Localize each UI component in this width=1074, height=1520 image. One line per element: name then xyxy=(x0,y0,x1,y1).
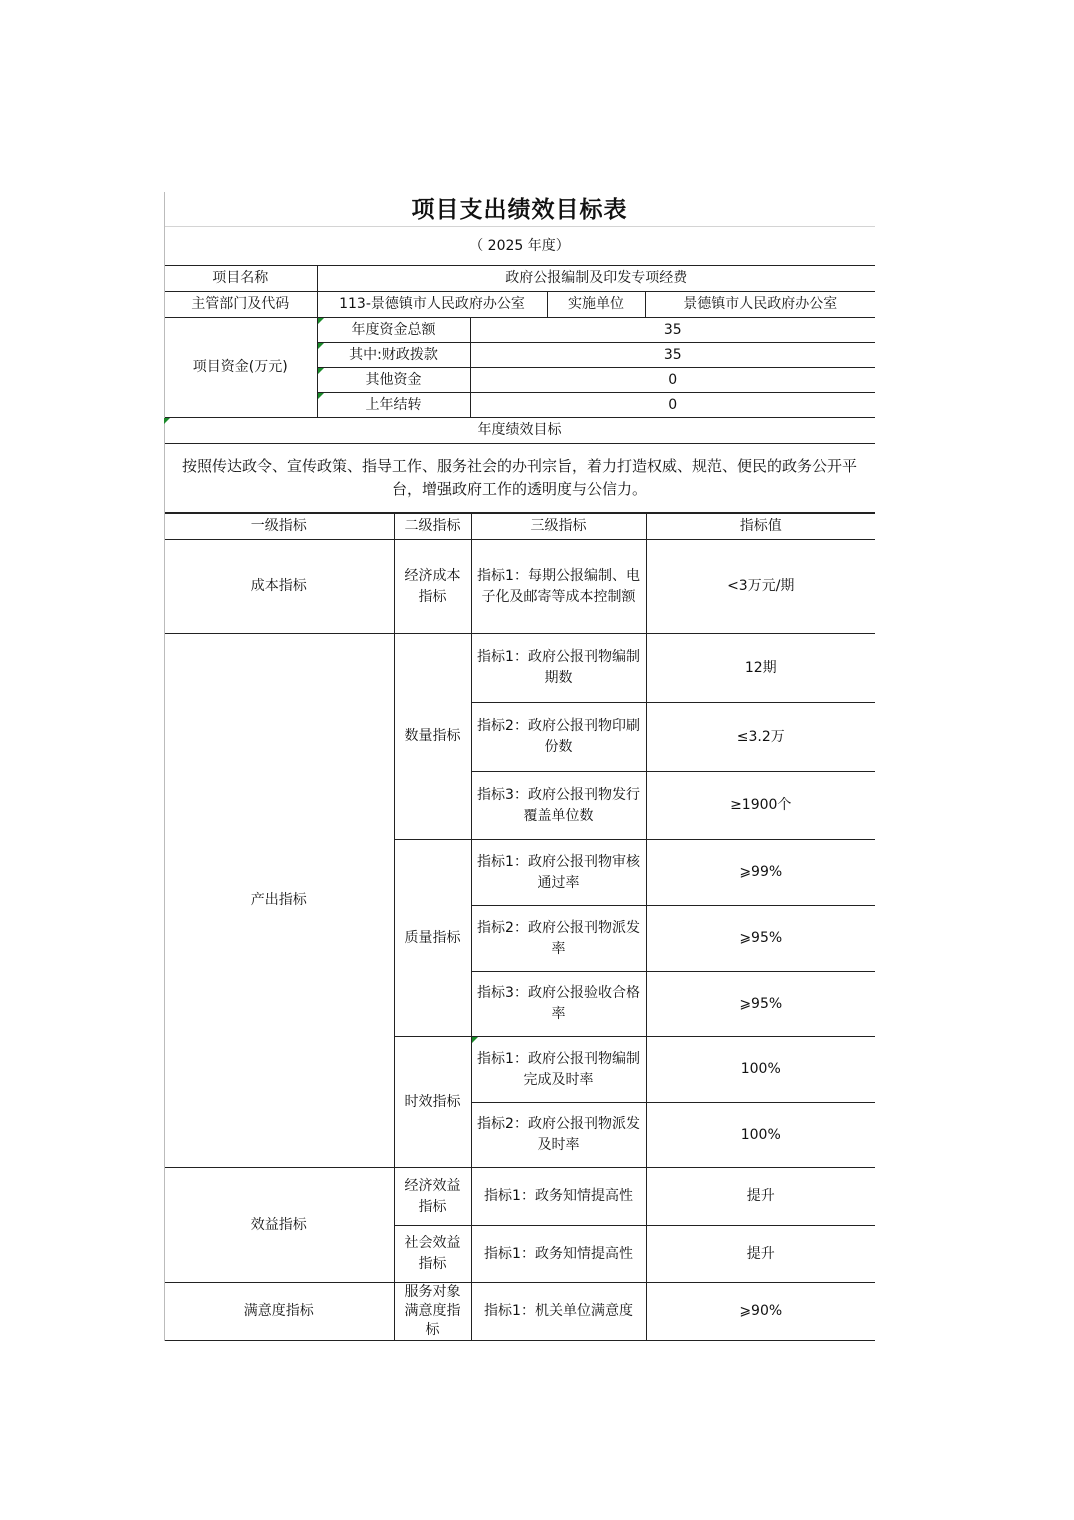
level3-cell: 指标3：政府公报刊物发行覆盖单位数 xyxy=(471,772,646,840)
level3-cell: 指标2：政府公报刊物派发及时率 xyxy=(471,1103,646,1168)
level2-cell: 经济效益指标 xyxy=(394,1168,471,1226)
year-label: （ 2025 年度） xyxy=(469,238,570,254)
funds-row-value: 0 xyxy=(470,393,875,418)
funds-row-value: 0 xyxy=(470,368,875,393)
value-cell: ⩾95% xyxy=(646,906,875,972)
level3-cell: 指标1：政府公报刊物审核通过率 xyxy=(471,840,646,906)
goal-header: 年度绩效目标 xyxy=(164,418,875,444)
value-cell: ⩾95% xyxy=(646,972,875,1037)
value-cell: 提升 xyxy=(646,1226,875,1283)
value-cell: 100% xyxy=(646,1103,875,1168)
level2-cell: 服务对象满意度指标 xyxy=(394,1283,471,1341)
value-cell: 12期 xyxy=(646,634,875,703)
level3-cell: 指标1：政府公报刊物编制期数 xyxy=(471,634,646,703)
level2-cell: 时效指标 xyxy=(394,1037,471,1168)
value-cell: ⩾90% xyxy=(646,1283,875,1341)
table-row xyxy=(164,540,875,634)
level3-cell: 指标2：政府公报刊物派发率 xyxy=(471,906,646,972)
funds-row-value: 35 xyxy=(470,318,875,343)
level1-cell: 效益指标 xyxy=(164,1168,394,1283)
value-cell: <3万元/期 xyxy=(646,540,875,634)
table-row xyxy=(164,634,875,703)
project-name-label: 项目名称 xyxy=(164,266,317,292)
level3-cell: 指标1：政务知情提高性 xyxy=(471,1168,646,1226)
funds-row-label: 上年结转 xyxy=(317,393,470,418)
funds-row-label: 其中:财政拨款 xyxy=(317,343,470,368)
value-cell: ≤3.2万 xyxy=(646,703,875,772)
project-name-value: 政府公报编制及印发专项经费 xyxy=(317,266,875,292)
level2-cell: 经济成本指标 xyxy=(394,540,471,634)
indicator-header: 指标值 xyxy=(646,514,875,540)
level2-cell: 质量指标 xyxy=(394,840,471,1037)
impl-label: 实施单位 xyxy=(547,292,645,318)
indicator-header: 一级指标 xyxy=(164,514,394,540)
level3-cell: 指标1：每期公报编制、电子化及邮寄等成本控制额 xyxy=(471,540,646,634)
level2-cell: 数量指标 xyxy=(394,634,471,840)
level3-cell: 指标3：政府公报验收合格率 xyxy=(471,972,646,1037)
level1-cell: 成本指标 xyxy=(164,540,394,634)
table-row xyxy=(164,1168,875,1226)
document-title: 项目支出绩效目标表 xyxy=(164,192,875,227)
value-cell: ≥1900个 xyxy=(646,772,875,840)
value-cell: 100% xyxy=(646,1037,875,1103)
dept-value: 113-景德镇市人民政府办公室 xyxy=(317,292,547,318)
indicator-header: 二级指标 xyxy=(394,514,471,540)
project-info-table xyxy=(164,265,875,513)
level3-cell: 指标1：政府公报刊物编制完成及时率 xyxy=(471,1037,646,1103)
value-cell: 提升 xyxy=(646,1168,875,1226)
funds-label: 项目资金(万元) xyxy=(164,318,317,418)
impl-value: 景德镇市人民政府办公室 xyxy=(645,292,875,318)
level3-cell: 指标1：政务知情提高性 xyxy=(471,1226,646,1283)
level1-cell: 满意度指标 xyxy=(164,1283,394,1341)
funds-row-label: 年度资金总额 xyxy=(317,318,470,343)
funds-row-label: 其他资金 xyxy=(317,368,470,393)
performance-target-sheet xyxy=(164,192,875,1341)
indicator-header: 三级指标 xyxy=(471,514,646,540)
level1-cell: 产出指标 xyxy=(164,634,394,1168)
level3-cell: 指标2：政府公报刊物印刷份数 xyxy=(471,703,646,772)
value-cell: ⩾99% xyxy=(646,840,875,906)
table-row xyxy=(164,1283,875,1341)
level3-cell: 指标1：机关单位满意度 xyxy=(471,1283,646,1341)
funds-row-value: 35 xyxy=(470,343,875,368)
level2-cell: 社会效益指标 xyxy=(394,1226,471,1283)
dept-label: 主管部门及代码 xyxy=(164,292,317,318)
indicator-table xyxy=(164,513,875,1341)
goal-text: 按照传达政令、宣传政策、指导工作、服务社会的办刊宗旨，着力打造权威、规范、便民的政务公开平台，增强政府工作的透明度与公信力。 xyxy=(164,444,875,513)
